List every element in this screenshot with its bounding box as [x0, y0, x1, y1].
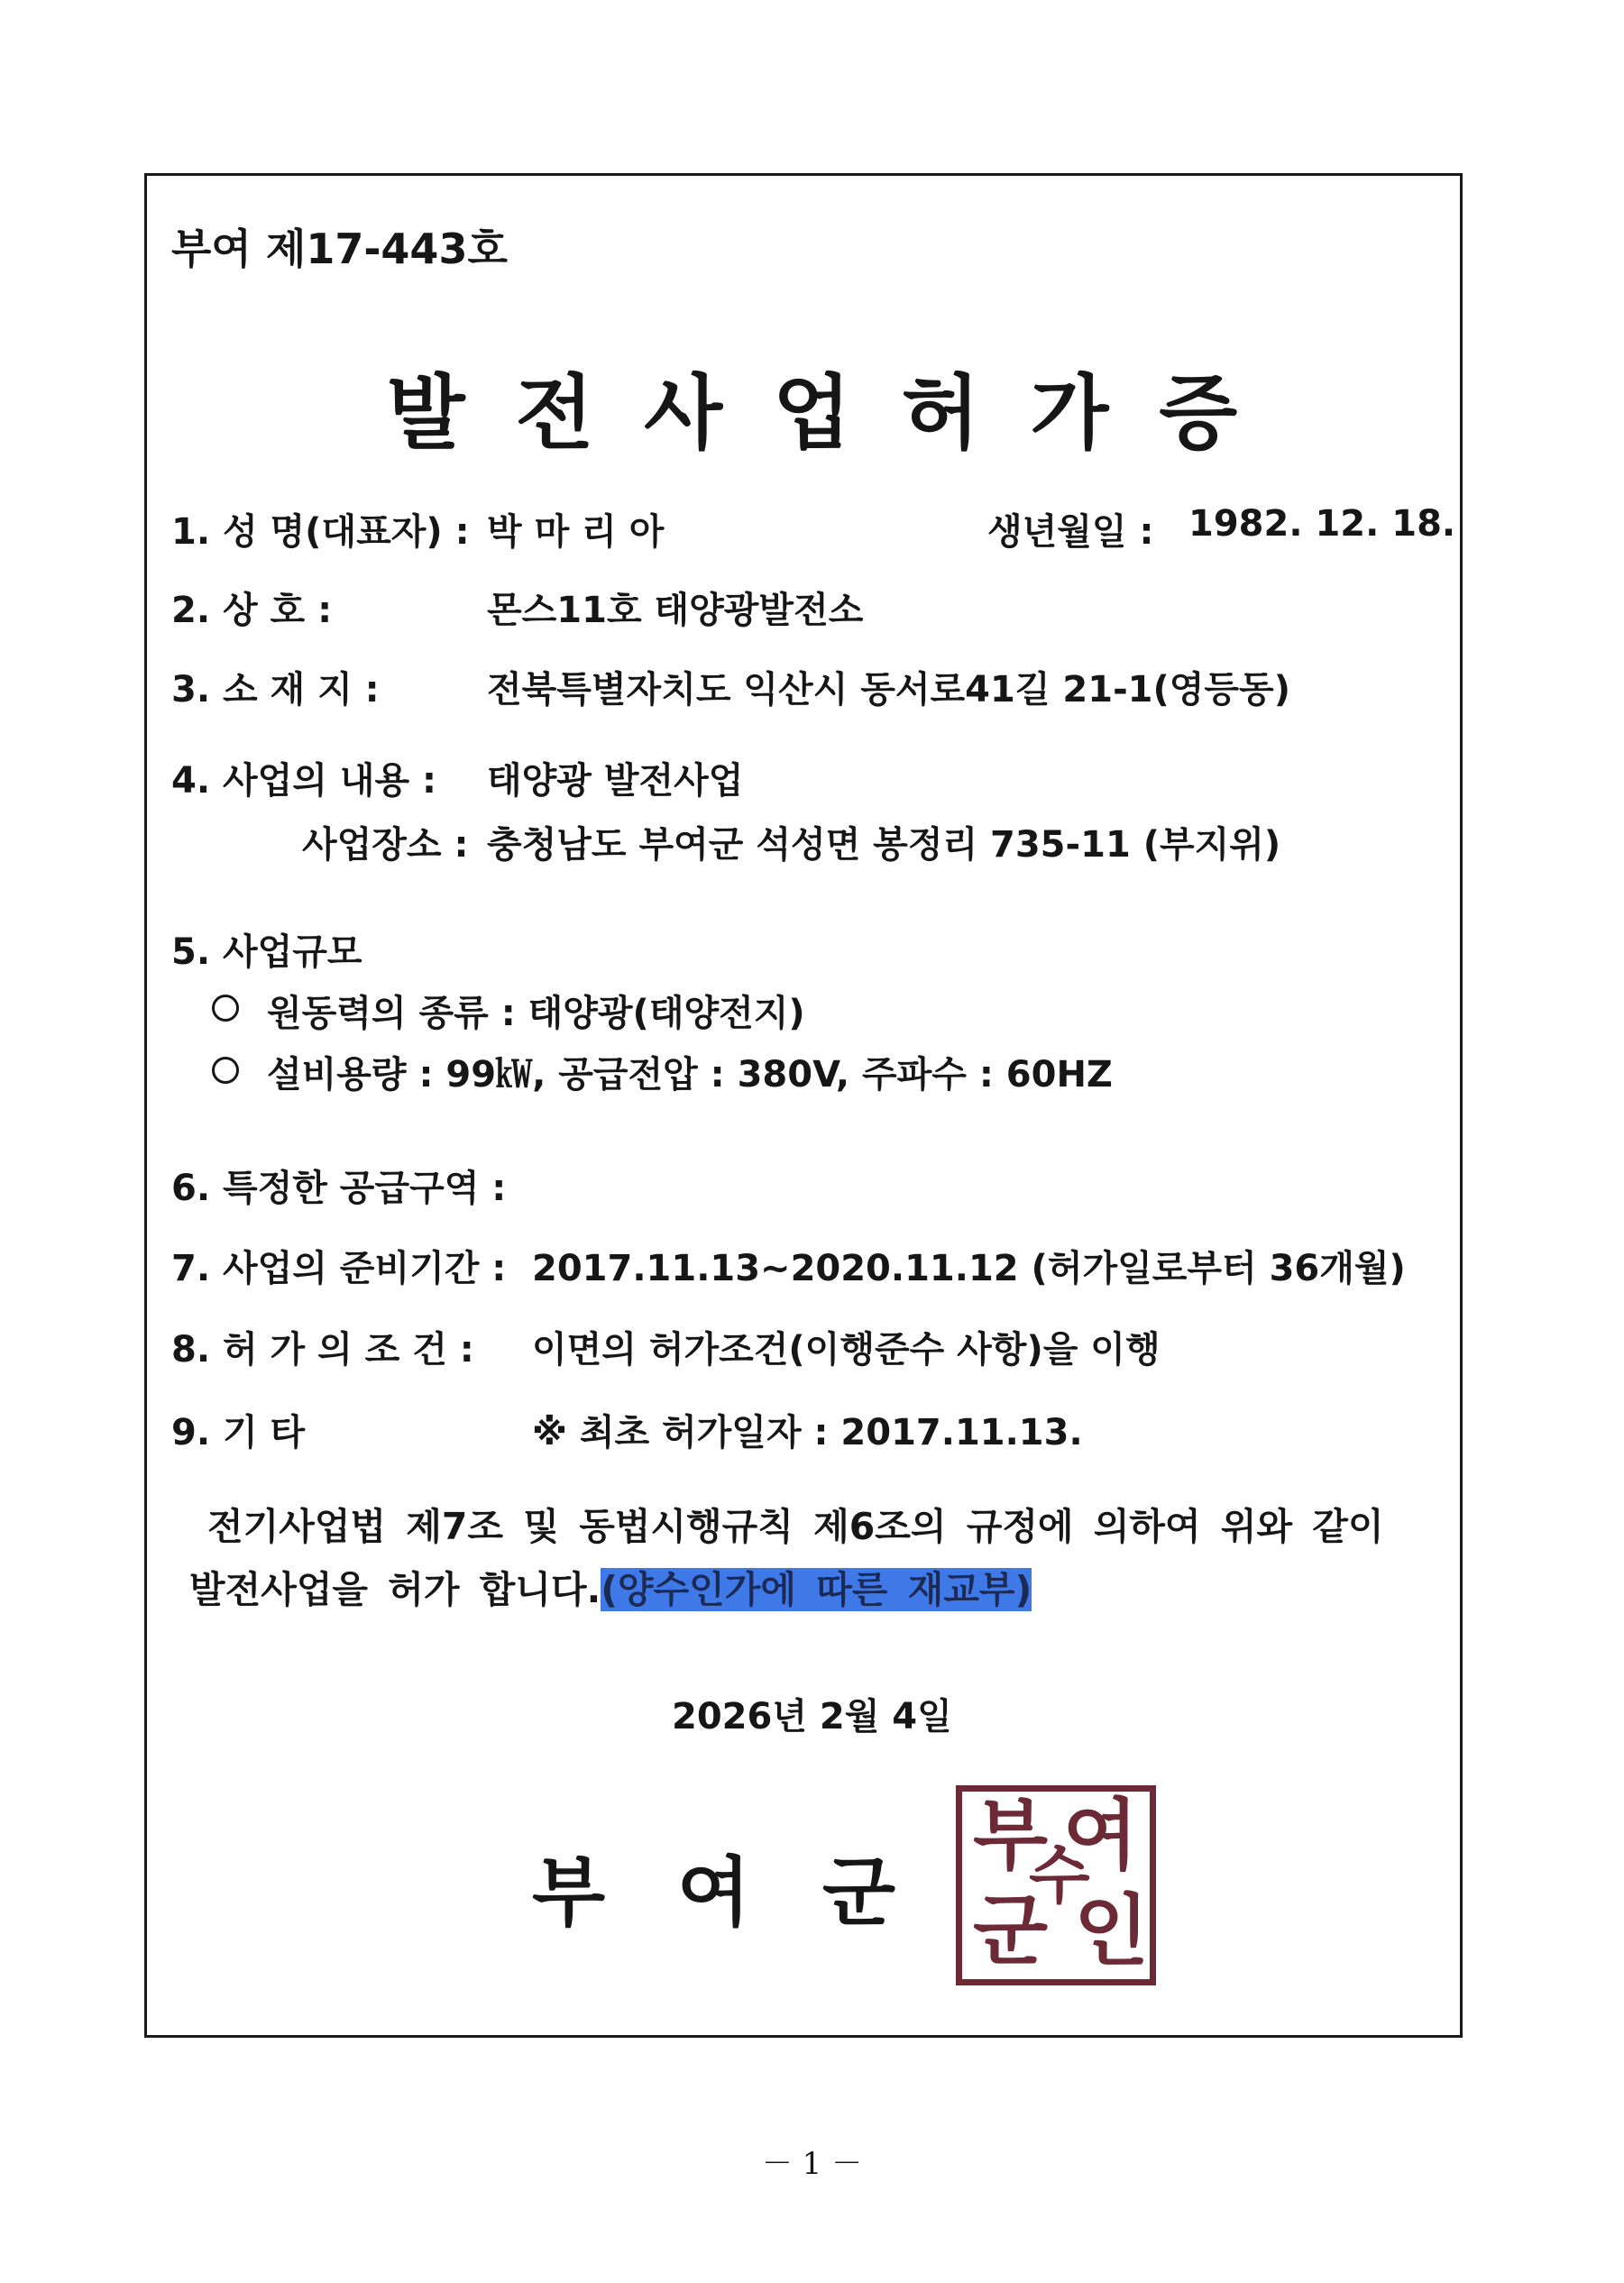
site-value: 충청남도 부여군 석성면 봉정리 735-11 (부지위) [487, 824, 1281, 866]
condition-value: 이면의 허가조건(이행준수 사항)을 이행 [532, 1329, 1161, 1371]
location-value: 전북특별자치도 익산시 동서로41길 21-1(영등동) [487, 669, 1290, 711]
seal-char: 여 [1063, 1791, 1139, 1881]
etc-label: 9. 기 타 [171, 1412, 306, 1453]
prep-value: 2017.11.13~2020.11.12 (허가일로부터 36개월) [532, 1248, 1406, 1289]
document-number: 부여 제17-443호 [171, 225, 508, 273]
statement-text: 발전사업을 허가 합니다. [189, 1568, 601, 1611]
trade-value: 몬스11호 태양광발전소 [487, 590, 864, 631]
location-label: 3. 소 재 지 : [171, 669, 380, 711]
name-label: 1. 성 명(대표자) : [171, 511, 470, 553]
business-label: 4. 사업의 내용 : [171, 760, 437, 802]
reissue-highlight: (양수인가에 따른 재교부) [601, 1568, 1032, 1611]
birth-label: 생년월일 : [987, 511, 1154, 553]
seal-char: 인 [1074, 1886, 1150, 1976]
issue-date: 2026년 2월 4일 [672, 1696, 952, 1737]
prep-label: 7. 사업의 준비기간 : [171, 1248, 507, 1289]
etc-value: ※ 최초 허가일자 : 2017.11.13. [532, 1412, 1083, 1453]
business-value: 태양광 발전사업 [487, 760, 744, 802]
seal-char: 수 [1029, 1838, 1090, 1912]
statement-line: 전기사업법 제7조 및 동법시행규칙 제6조의 규정에 의하여 위와 같이 [207, 1505, 1384, 1548]
circle-bullet-icon [212, 995, 239, 1022]
condition-label: 8. 허 가 의 조 건 : [171, 1329, 474, 1371]
name-value: 박 마 리 아 [487, 511, 665, 553]
zone-label: 6. 특정한 공급구역 : [171, 1168, 507, 1209]
scale-label: 5. 사업규모 [171, 931, 362, 973]
statement-line [189, 1560, 1032, 1613]
scale-item: 원동력의 종류 : 태양광(태양전지) [267, 993, 805, 1034]
site-label: 사업장소 : [302, 824, 469, 866]
birth-value: 1982. 12. 18. [1188, 503, 1456, 545]
scale-item: 설비용량 : 99㎾, 공급전압 : 380V, 주파수 : 60HZ [267, 1054, 1113, 1096]
page-number: － 1 － [761, 2146, 863, 2182]
trade-label: 2. 상 호 : [171, 590, 333, 631]
certificate-title: 발전사업허가증 [386, 366, 1288, 461]
issuer-name: 부여군 [532, 1848, 968, 1937]
circle-bullet-icon [212, 1057, 239, 1084]
seal-char: 부 [973, 1791, 1049, 1881]
seal-char: 군 [973, 1886, 1049, 1976]
official-seal [956, 1785, 1156, 1985]
